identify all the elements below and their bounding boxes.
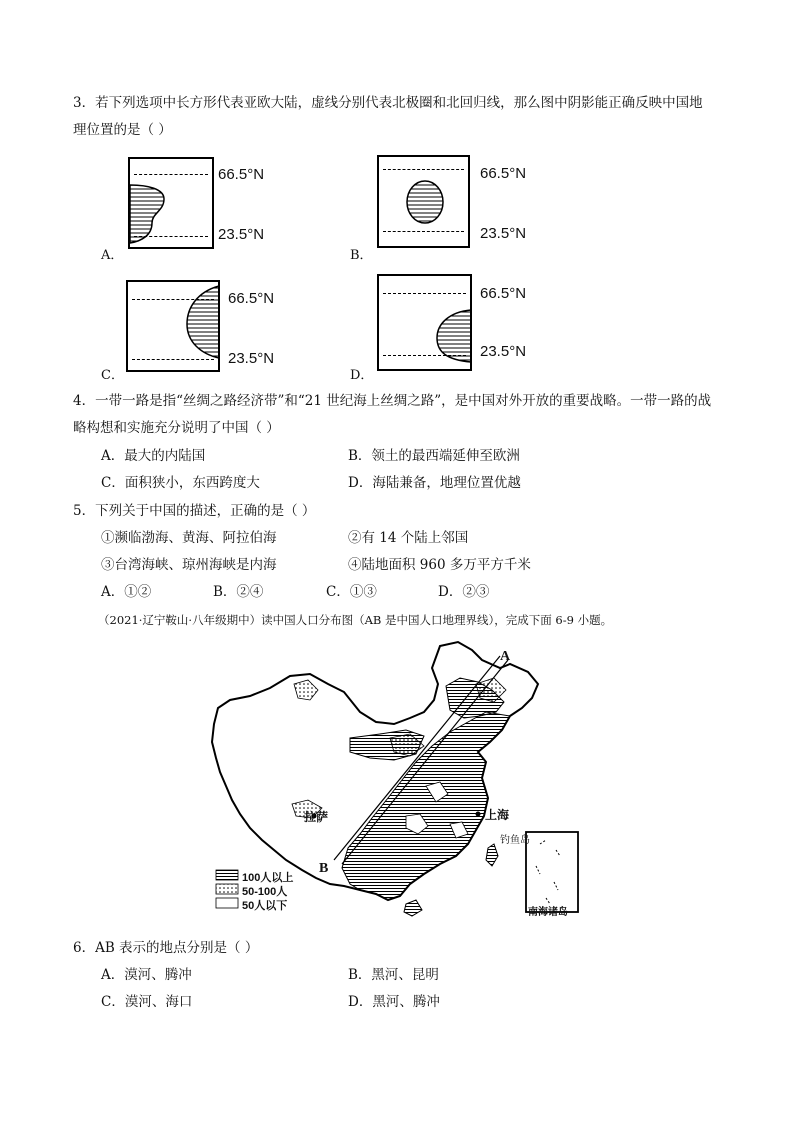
q6-option-a[interactable]: A．漠河、腾冲 (101, 967, 192, 983)
q3-diagram-d[interactable] (377, 274, 472, 371)
q4-option-b[interactable]: B．领土的最西端延伸至欧洲 (348, 448, 520, 464)
legend-medium: 50-100人 (242, 886, 288, 898)
legend-high: 100人以上 (242, 872, 294, 884)
q4-text-line1: 4．一带一路是指“丝绸之路经济带”和“21 世纪海上丝绸之路”，是中国对外开放的重要战略。一带一路的战 (73, 393, 712, 409)
q5-statement-1: ①濒临渤海、黄海、阿拉伯海 (101, 530, 277, 546)
q5-option-d[interactable]: D．②③ (438, 584, 490, 600)
q6-option-d[interactable]: D．黑河、腾冲 (348, 994, 440, 1010)
inset-label: 南海诸岛 (528, 907, 568, 918)
q3-diagram-c[interactable] (126, 280, 220, 372)
q4-text-line2: 略构想和实施充分说明了中国（ ） (73, 420, 280, 436)
shaded-region-c (179, 286, 219, 366)
q6-option-b[interactable]: B．黑河、昆明 (348, 967, 439, 983)
island-diaoyu-label: 钓鱼岛 (500, 835, 530, 846)
q5-option-c[interactable]: C．①③ (326, 584, 377, 600)
q6-option-c[interactable]: C．漠河、海口 (101, 994, 193, 1010)
q3-text-line2: 理位置的是（ ） (73, 122, 172, 138)
q5-statement-3: ③台湾海峡、琼州海峡是内海 (101, 557, 277, 573)
city-lhasa-label: 拉萨 (304, 810, 329, 824)
q3-diagram-b[interactable] (377, 155, 470, 248)
q5-option-a[interactable]: A．①② (101, 584, 152, 600)
q3-d-lat-bottom: 23.5°N (480, 343, 527, 360)
q3-option-b-label[interactable]: B． (350, 248, 373, 263)
q3-b-lat-top: 66.5°N (480, 165, 527, 182)
legend-low: 50人以下 (242, 900, 288, 912)
q3-c-lat-top: 66.5°N (228, 290, 275, 307)
q4-option-c[interactable]: C．面积狭小，东西跨度大 (101, 475, 260, 491)
q3-text-line1: 3．若下列选项中长方形代表亚欧大陆，虚线分别代表北极圈和北回归线，那么图中阴影能正确反映中国地 (73, 95, 703, 111)
map-intro-text: （2021·辽宁鞍山·八年级期中）读中国人口分布图（AB 是中国人口地理界线），完成下面 6-9 小题。 (98, 613, 613, 627)
map-label-b: B (319, 861, 329, 876)
q3-a-lat-top: 66.5°N (218, 166, 265, 183)
q5-option-b[interactable]: B．②④ (213, 584, 264, 600)
q4-option-a[interactable]: A．最大的内陆国 (101, 448, 206, 464)
map-label-a: A (500, 649, 511, 664)
south-china-sea-inset (526, 832, 578, 912)
q6-text: 6．AB 表示的地点分别是（ ） (73, 940, 259, 956)
q3-diagram-a[interactable] (128, 157, 214, 249)
q3-option-c-label[interactable]: C． (101, 368, 124, 383)
shaded-region-a (130, 183, 180, 243)
city-shanghai-label: 上海 (485, 808, 510, 822)
q3-c-lat-bottom: 23.5°N (228, 350, 275, 367)
q4-option-d[interactable]: D．海陆兼备，地理位置优越 (348, 475, 521, 491)
shanghai-marker (476, 812, 481, 817)
q5-statement-4: ④陆地面积 960 多万平方千米 (348, 557, 531, 573)
q5-text: 5．下列关于中国的描述，正确的是（ ） (73, 503, 316, 519)
q3-option-d-label[interactable]: D． (350, 368, 374, 383)
q3-b-lat-bottom: 23.5°N (480, 225, 527, 242)
shaded-region-b (405, 179, 445, 225)
q5-statement-2: ②有 14 个陆上邻国 (348, 530, 469, 546)
q3-option-a-label[interactable]: A． (101, 248, 124, 263)
q3-a-lat-bottom: 23.5°N (218, 226, 265, 243)
q3-d-lat-top: 66.5°N (480, 285, 527, 302)
shaded-region-d (431, 310, 471, 362)
